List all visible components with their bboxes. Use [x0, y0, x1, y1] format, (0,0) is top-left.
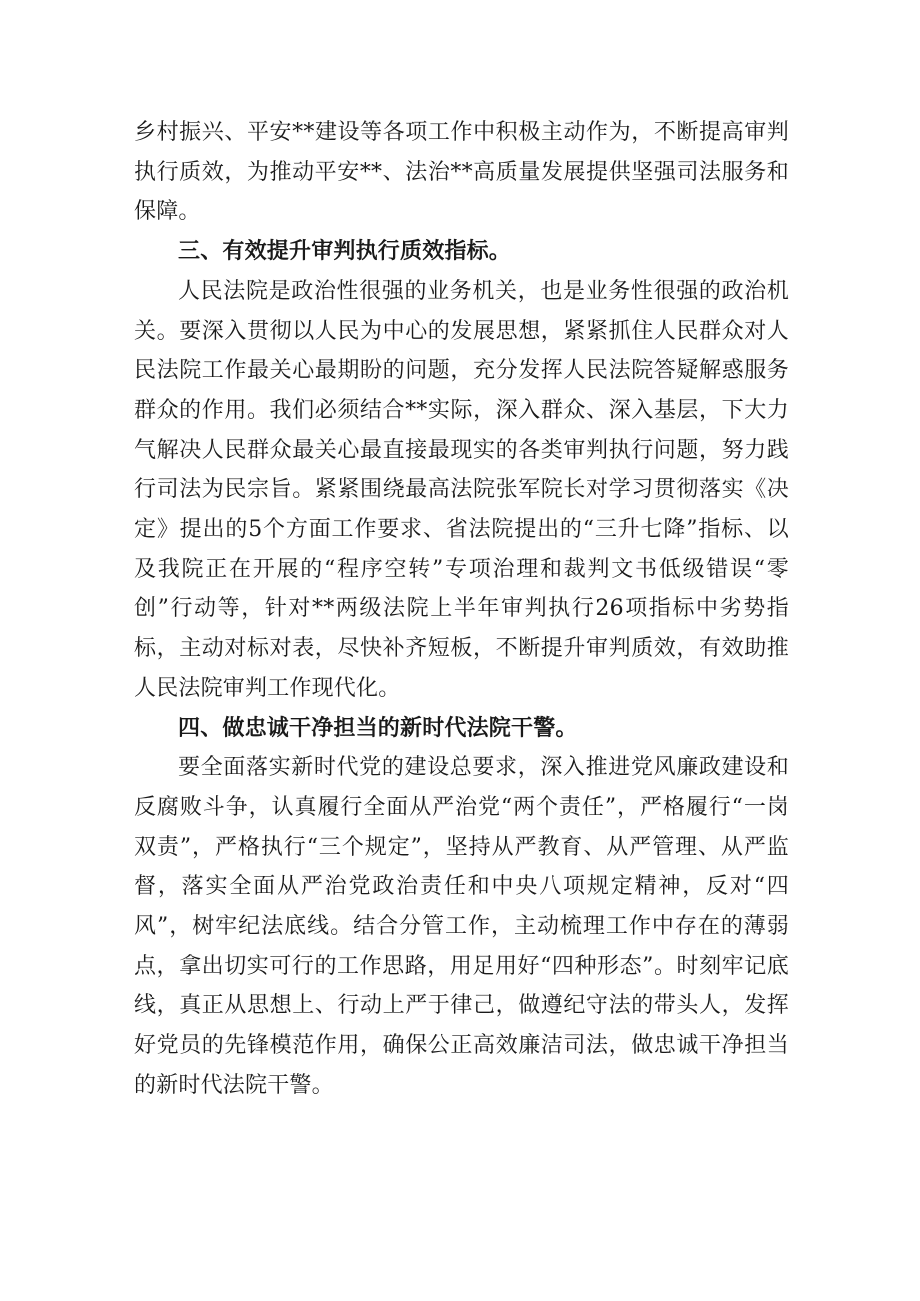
section-heading-three: 三、有效提升审判执行质效指标。 [178, 238, 512, 265]
document-body [134, 113, 789, 1106]
paragraph-section-three: 人民法院是政治性很强的业务机关，也是业务性很强的政治机关。要深入贯彻以人民为中心的发展思想，紧紧抓住人民群众对人民法院工作最关心最期盼的问题，充分发挥人民法院答疑解惑服务群众的作用。我们必须结合**实际，深入群众、深入基层，下大力气解决人民群众最关心最直接最现实的各类审判执行问题，努力践行司法为民宗旨。紧紧围绕最高法院张军院长对学习贯彻落实《决定》提出的5个方面工作要求、省法院提出的“三升七降”指标、以及我院正在开展的“程序空转”专项治理和裁判文书低级错误“零创”行动等，针对**两级法院上半年审判执行26项指标中劣势指标，主动对标对表，尽快补齐短板，不断提升审判质效，有效助推人民法院审判工作现代化。 [134, 278, 789, 701]
paragraph-section-four: 要全面落实新时代党的建设总要求，深入推进党风廉政建设和反腐败斗争，认真履行全面从严治党“两个责任”，严格履行“一岗双责”，严格执行“三个规定”，坚持从严教育、从严管理、从严监督，落实全面从严治党政治责任和中央八项规定精神，反对“四风”，树牢纪法底线。结合分管工作，主动梳理工作中存在的薄弱点，拿出切实可行的工作思路，用足用好“四种形态”。时刻牢记底线，真正从思想上、行动上严于律己，做遵纪守法的带头人，发挥好党员的先锋模范作用，确保公正高效廉洁司法，做忠诚干净担当的新时代法院干警。 [134, 755, 789, 1098]
paragraph-continuation: 乡村振兴、平安**建设等各项工作中积极主动作为，不断提高审判执行质效，为推动平安**、法治**高质量发展提供坚强司法服务和保障。 [134, 120, 789, 225]
section-heading-four: 四、做忠诚干净担当的新时代法院干警。 [178, 714, 578, 741]
